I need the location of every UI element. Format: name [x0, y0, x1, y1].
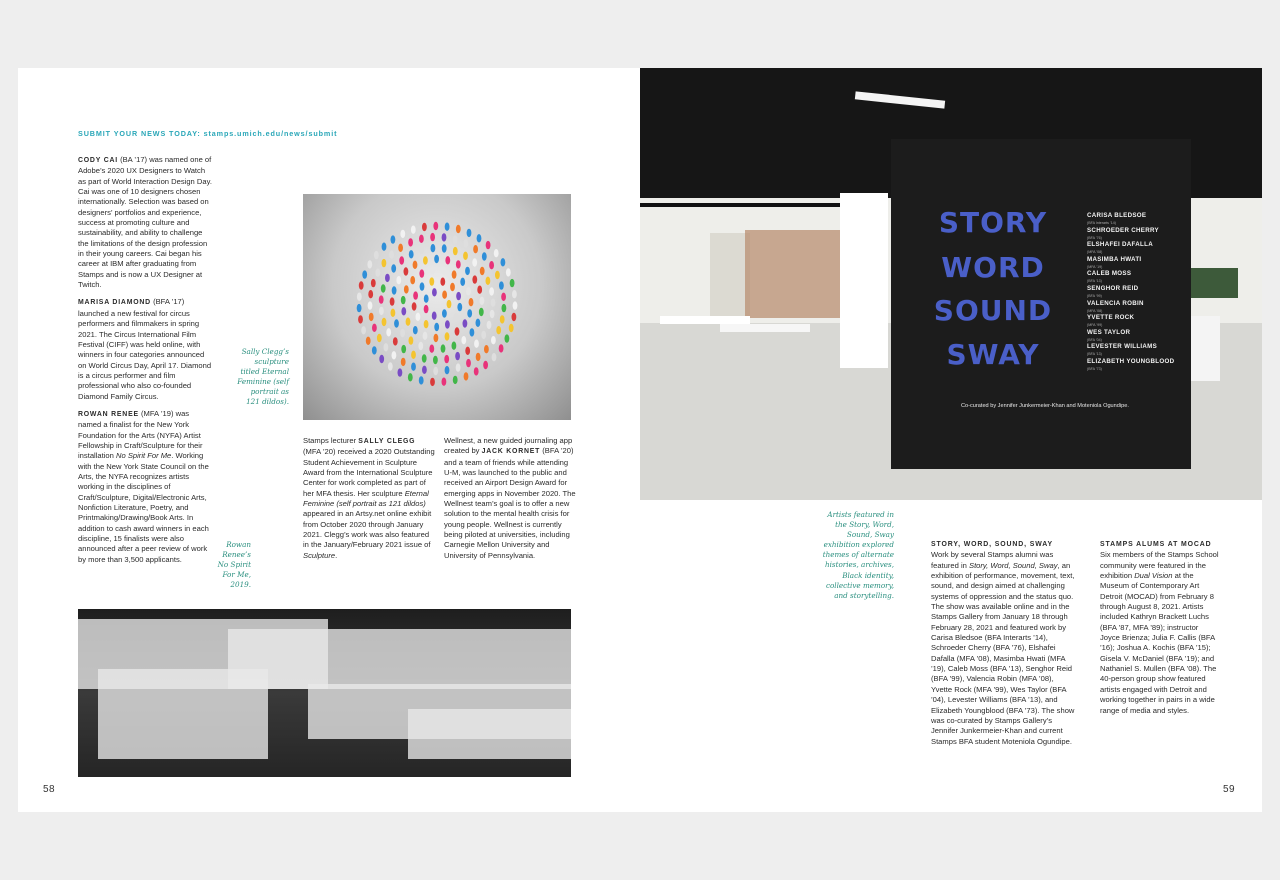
sculpture-piece [357, 293, 362, 301]
article-text: (BFA ’20) and a team of friends while attending U-M, was launched to the public and received an Airport Design Award for emerging apps in November 2020. The Wellnest team’s goal is to offer a new solution to the mental health crisis for young people. Wellnest is currently being piloted at universities, including Carnegie Mellon University and University of Pennsylvania. [444, 446, 576, 560]
sculpture-piece [429, 345, 434, 353]
sculpture-piece [412, 302, 417, 310]
sculpture-piece [430, 266, 435, 274]
sculpture-piece [384, 343, 389, 351]
article-text: (MFA ’20) received a 2020 Outstanding Student Achievement in Sculpture Award from the International Sculpture Center for work completed as part of her MFA thesis. Her sculpture [303, 447, 435, 498]
sculpture-piece [492, 353, 497, 361]
sculpture-piece [465, 267, 470, 275]
sculpture-piece [453, 376, 458, 384]
article-magazine-title: Sculpture [303, 550, 336, 560]
sculpture-piece [444, 355, 449, 363]
sculpture-piece [393, 337, 398, 345]
panel-artist-degree: (MFA ’08) [1087, 308, 1103, 313]
sculpture-piece [398, 368, 403, 376]
sculpture-piece [456, 225, 461, 233]
sculpture-piece [495, 271, 500, 279]
panel-artist-degree: (BFA ’13) [1087, 279, 1102, 284]
sculpture-piece [431, 244, 436, 252]
sculpture-piece [477, 286, 482, 294]
sculpture-piece [357, 304, 362, 312]
sculpture-piece [457, 303, 462, 311]
sculpture-piece [486, 241, 491, 249]
sculpture-piece [463, 239, 468, 247]
sculpture-piece [419, 269, 424, 277]
panel-artist-name: YVETTE ROCK [1087, 314, 1135, 322]
sculpture-piece [509, 324, 514, 332]
article-rowan-renee [78, 409, 214, 565]
sculpture-piece [377, 334, 382, 342]
article-text: (MFA ’19) was named a finalist for the New York Foundation for the Arts (NYFA) Artist Fellowship in Craft/Sculpture for their installation [78, 408, 203, 461]
sculpture-piece [442, 244, 447, 252]
sculpture-piece [490, 310, 495, 318]
magazine-spread [18, 68, 1262, 812]
sculpture-piece [401, 358, 406, 366]
sculpture-piece [379, 307, 384, 315]
sculpture-piece [423, 332, 428, 340]
sculpture-piece [467, 229, 472, 237]
sculpture-piece [433, 222, 438, 230]
news-column-2 [303, 436, 435, 568]
sculpture-piece [394, 319, 399, 327]
sculpture-piece [476, 319, 481, 327]
pedestal [1188, 316, 1220, 381]
article-heading: STAMPS ALUMS AT MOCAD [1100, 541, 1212, 548]
sculpture-piece [499, 281, 504, 289]
article-text: (BFA ’17) launched a new festival for circus performers and filmmakers in spring 2021. The Circus International Film Festival (CIFF) was held online, with winners in four categories announced on World Circus Day, April 17. Diamond is a circus performer and film professional who also co-founded Diamond Family Circus. [78, 297, 212, 401]
submit-news-link[interactable]: stamps.umich.edu/news/submit [203, 129, 338, 138]
sculpture-piece [391, 309, 396, 317]
article-text: appeared in an Artsy.net online exhibit from October 2020 through January 2021. Clegg’s work was also featured in the January/February 2021 issue of [303, 509, 432, 550]
panel-artist-degree: (BFA Interarts ’14) [1087, 221, 1116, 225]
submit-news-kicker [78, 129, 337, 138]
collage-wall [745, 230, 843, 318]
article-text: . [335, 550, 338, 560]
panel-artist-name: LEVESTER WILLIAMS [1087, 343, 1158, 351]
article-name: SALLY CLEGG [358, 438, 416, 445]
sculpture-piece [445, 256, 450, 264]
sculpture-piece [502, 304, 507, 312]
article-jack-kornet [444, 436, 576, 561]
sculpture-piece [441, 344, 446, 352]
panel-credit: Co-curated by Jennifer Junkermeier-Khan and Moteniola Ogundipe. [961, 403, 1129, 409]
sculpture-piece [469, 298, 474, 306]
sculpture-piece [390, 297, 395, 305]
sculpture-piece [419, 376, 424, 384]
article-heading: STORY, WORD, SOUND, SWAY [931, 541, 1054, 548]
sculpture-piece [496, 326, 501, 334]
sculpture-piece [388, 362, 393, 370]
panel-artist-name: VALENCIA ROBIN [1087, 299, 1144, 307]
sculpture-piece [501, 293, 506, 301]
panel-title-line: STORY [938, 206, 1048, 239]
wall-text [710, 233, 750, 318]
sculpture-piece [442, 309, 447, 317]
sculpture-piece [484, 345, 489, 353]
panel-artist-name: CALEB MOSS [1087, 270, 1132, 278]
sculpture-piece [512, 290, 517, 298]
article-stamps-alums-mocad [1100, 540, 1220, 716]
sculpture-piece [359, 281, 364, 289]
sculpture-piece [392, 286, 397, 294]
sculpture-piece [369, 313, 374, 321]
sculpture-piece [432, 312, 437, 320]
sculpture-piece [477, 234, 482, 242]
sculpture-piece [460, 278, 465, 286]
sculpture-piece [420, 282, 425, 290]
sculpture-piece [391, 264, 396, 272]
panel-artist-name: SCHROEDER CHERRY [1087, 226, 1159, 234]
sculpture-piece [456, 260, 461, 268]
sculpture-piece [422, 366, 427, 374]
sculpture-piece [463, 319, 468, 327]
article-text: . Working with the New York State Council on the Arts, the NYFA recognizes artists working in the disciplines of Craft/Sculpture, Digital/Electronic Arts, Nonfiction Literature, Poetry, and Printmaking/Drawing/Book Arts. In addition to cash award winners in each discipline, 15 finalists were also announced after a peer review of work by more than 3,500 applicants. [78, 451, 209, 564]
sculpture-piece [409, 336, 414, 344]
sculpture-piece [408, 238, 413, 246]
sculpture-piece [361, 326, 366, 334]
sculpture-piece [481, 331, 486, 339]
sculpture-piece [434, 323, 439, 331]
panel-title-line: SWAY [946, 338, 1040, 371]
sculpture-piece [434, 334, 439, 342]
sculpture-piece [506, 268, 511, 276]
sculpture-piece [419, 246, 424, 254]
sculpture-piece [491, 299, 496, 307]
sculpture-piece [358, 315, 363, 323]
panel-artist-name: SENGHOR REID [1087, 284, 1139, 292]
article-sally-clegg [303, 436, 435, 561]
sculpture-piece [445, 320, 450, 328]
sculpture-piece [482, 252, 487, 260]
article-cody-cai [78, 155, 214, 290]
sculpture-piece [408, 373, 413, 381]
sculpture-piece [382, 318, 387, 326]
sculpture-piece [406, 318, 411, 326]
panel-title-line: SOUND [933, 294, 1053, 327]
display-table [660, 316, 750, 324]
sculpture-piece [466, 359, 471, 367]
page-number-right: 59 [1223, 784, 1235, 795]
sculpture-piece [476, 353, 481, 361]
sculpture-piece [494, 249, 499, 257]
article-exhibit-title: Dual Vision [1134, 571, 1173, 581]
sculpture-piece [440, 278, 445, 286]
sculpture-piece [472, 275, 477, 283]
sculpture-piece [401, 296, 406, 304]
sculpture-piece [410, 276, 415, 284]
sculpture-piece [487, 321, 492, 329]
article-text: at the Museum of Contemporary Art Detroit (MOCAD) from February 8 through August 8, 2021. Artists included Kathryn Brackett Luchs (BFA ’87, MFA ’89); instructor Joyce Brienza; Julia F. Callis (BFA ’16); Joshua A. Kochis (BFA ’15); Gisela V. McDaniel (BFA ’19); and Nathaniel S. Mullen (BFA ’08). The 40-person group show featured artists engaged with Detroit and working together in pairs in a wide range of media and styles. [1100, 571, 1217, 715]
sculpture-piece [489, 287, 494, 295]
sculpture-piece [472, 258, 477, 266]
article-name: ROWAN RENEE [78, 410, 139, 418]
panel-artist-degree: (BFA ’13) [1087, 352, 1102, 357]
sculpture-piece [422, 354, 427, 362]
sculpture-piece [382, 259, 387, 267]
sculpture-piece [480, 297, 485, 305]
panel-artist-name: CARISA BLEDSOE [1087, 212, 1147, 219]
sculpture-piece [374, 251, 379, 259]
sculpture-piece [424, 305, 429, 313]
sculpture-piece [362, 270, 367, 278]
news-column-1 [78, 155, 214, 572]
sculpture-piece [512, 313, 517, 321]
article-name: CODY CAI [78, 157, 118, 164]
sculpture-piece [404, 285, 409, 293]
sculpture-piece [474, 340, 479, 348]
sculpture-piece [411, 351, 416, 359]
caption-sally-clegg: Sally Clegg’s sculpture titled Eternal Feminine (self portrait as 121 dildos). [237, 347, 289, 407]
sculpture-piece [398, 244, 403, 252]
article-marisa-diamond [78, 297, 214, 401]
panel-artist-degree: (BFA ’73) [1087, 366, 1102, 371]
article-work-title: Eternal Feminine (self portrait as 121 dildos) [303, 488, 429, 509]
sculpture-piece [456, 292, 461, 300]
panel-artist-degree: (MFA ’19) [1087, 264, 1103, 269]
sculpture-piece [392, 351, 397, 359]
sculpture-piece [379, 295, 384, 303]
sculpture-piece [441, 267, 446, 275]
sculpture-piece [453, 247, 458, 255]
sculpture-piece [461, 336, 466, 344]
sculpture-illustration [303, 194, 571, 420]
sculpture-piece [400, 329, 405, 337]
sculpture-piece [453, 235, 458, 243]
sculpture-piece [467, 309, 472, 317]
sculpture-piece [479, 308, 484, 316]
panel-artist-name: MASIMBA HWATI [1087, 255, 1142, 263]
sculpture-piece [418, 342, 423, 350]
exhibit-title-panel [891, 139, 1191, 469]
sculpture-piece [434, 255, 439, 263]
sculpture-piece [445, 332, 450, 340]
sculpture-piece [409, 250, 414, 258]
article-work-title: No Spirit For Me [116, 451, 172, 461]
sculpture-piece [453, 313, 458, 321]
fabric-panel [228, 629, 571, 689]
panel-artist-list [1087, 212, 1187, 373]
sculpture-piece [489, 261, 494, 269]
sculpture-piece [404, 267, 409, 275]
sculpture-piece [413, 291, 418, 299]
sculpture-piece [372, 324, 377, 332]
sculpture-piece [372, 346, 377, 354]
installation-illustration [78, 609, 571, 777]
sculpture-piece [424, 320, 429, 328]
sculpture-piece [399, 256, 404, 264]
sculpture-piece [445, 366, 450, 374]
article-name: MARISA DIAMOND [78, 299, 151, 307]
sculpture-piece [442, 291, 447, 299]
panel-artist-name: ELIZABETH YOUNGBLOOD [1087, 357, 1175, 365]
sculpture-piece [379, 355, 384, 363]
news-column-3 [444, 436, 576, 568]
article-text: (BA ’17) was named one of Adobe’s 2020 UX Designers to Watch as part of World Interaction Design Day. Cai was one of 10 designers chosen internationally. Selection was based on designers’ portfolios and experience, success at promoting culture and sustainability, and ability to challenge the limitations of the design profession in their young careers. Cai began his career at IBM after graduating from Stamps and is now a UX Designer at Twitch. [78, 155, 212, 290]
sculpture-piece [424, 295, 429, 303]
sculpture-piece [474, 367, 479, 375]
sculpture-piece [500, 315, 505, 323]
sculpture-piece [499, 344, 504, 352]
sculpture-piece [422, 223, 427, 231]
sculpture-piece [466, 287, 471, 295]
sculpture-piece [430, 378, 435, 386]
sculpture-piece [366, 337, 371, 345]
sculpture-piece [375, 269, 380, 277]
fabric-panel [408, 709, 571, 759]
sculpture-piece [455, 352, 460, 360]
fabric-panel [98, 669, 268, 759]
sculpture-piece [442, 233, 447, 241]
sculpture-piece [382, 243, 387, 251]
sculpture-piece [430, 233, 435, 241]
sculpture-piece [433, 356, 438, 364]
page-left [18, 68, 640, 812]
article-text: Wellnest, a new guided journaling app created by [444, 436, 573, 456]
article-text: , an exhibition of performance, movement, text, sound, and design aimed at challenging systems of oppression and the status quo. The show was available online and in the Stamps Gallery from January 18 through February 28, 2021 and featured work by Carisa Bledsoe (BFA Interarts ’14), Schroeder Cherry (BFA ’76), Elshafei Dafalla (MFA ’08), Masimba Hwati (MFA ’19), Caleb Moss (BFA ’13), Senghor Reid (BFA ’99), Valencia Robin (MFA ’08), Yvette Rock (MFA ’99), Wes Taylor (BFA ’04), Levester Williams (BFA ’13), and Elizabeth Youngblood (BFA ’73). The show was co-curated by Stamps Gallery’s Jennifer Junkermeier-Khan and current Stamps BFA student Moteniola Ogundipe. [931, 560, 1075, 746]
sculpture-piece [367, 260, 372, 268]
panel-artist-name: ELSHAFEI DAFALLA [1087, 241, 1153, 249]
panel-title-line: WORD [941, 251, 1045, 284]
sculpture-piece [368, 290, 373, 298]
pillar [840, 193, 888, 368]
sculpture-piece [391, 235, 396, 243]
sculpture-piece [389, 251, 394, 259]
sculpture-piece [480, 267, 485, 275]
sculpture-piece [470, 328, 475, 336]
sculpture-piece [401, 345, 406, 353]
sculpture-piece [465, 347, 470, 355]
sculpture-piece [385, 274, 390, 282]
caption-rowan-renee: Rowan Renee’s No Spirit For Me, 2019. [217, 540, 251, 590]
panel-artist-name: WES TAYLOR [1087, 328, 1131, 336]
sculpture-piece [411, 226, 416, 234]
sculpture-piece [486, 277, 491, 285]
sculpture-piece [445, 223, 450, 231]
sculpture-piece [483, 361, 488, 369]
sculpture-piece [513, 301, 518, 309]
sculpture-piece [464, 372, 469, 380]
caption-story-word-sound-sway: Artists featured in the Story, Word, Sound, Sway exhibition explored themes of alternate histories, archives, Black identity, collective memory, and storytelling. [822, 510, 894, 600]
panel-artist-degree: (BFA ’76) [1087, 235, 1102, 240]
sculpture-piece [510, 279, 515, 287]
sculpture-piece [400, 230, 405, 238]
sculpture-piece [413, 261, 418, 269]
sculpture-piece [452, 342, 457, 350]
article-name: JACK KORNET [481, 448, 541, 456]
panel-artist-degree: (MFA ’99) [1087, 323, 1103, 328]
sculpture-piece [368, 301, 373, 309]
kicker-label: SUBMIT YOUR NEWS TODAY: [78, 129, 201, 138]
track-light [640, 203, 840, 207]
sculpture-piece [447, 300, 452, 308]
news-column-5 [1100, 540, 1220, 723]
sculpture-piece [432, 288, 437, 296]
panel-artist-degree: (BFA ’04) [1087, 337, 1102, 342]
article-text: Six members of the Stamps School community were featured in the exhibition [1100, 550, 1219, 581]
sculpture-piece [473, 245, 478, 253]
sculpture-piece [429, 277, 434, 285]
sculpture-piece [413, 326, 418, 334]
photo-rowan-renee-installation [78, 609, 571, 777]
sculpture-piece [452, 270, 457, 278]
display-table [720, 324, 810, 332]
photo-sally-clegg-sculpture [303, 194, 571, 420]
sculpture-piece [456, 363, 461, 371]
sculpture-piece [463, 252, 468, 260]
sculpture-piece [455, 327, 460, 335]
article-text: Work by several Stamps alumni was featured in [931, 550, 1054, 570]
panel-artist-degree: (BFA ’99) [1087, 293, 1102, 298]
sculpture-piece [371, 279, 376, 287]
page-number-left: 58 [43, 784, 55, 795]
news-column-4 [931, 540, 1076, 754]
sculpture-piece [396, 276, 401, 284]
sculpture-piece [416, 313, 421, 321]
article-story-word-sound-sway [931, 540, 1076, 747]
panel-artist-degree: (MFA ’08) [1087, 250, 1103, 255]
video-screen [1188, 268, 1238, 298]
sculpture-piece [491, 336, 496, 344]
article-text: Stamps lecturer [303, 436, 359, 445]
sculpture-piece [411, 363, 416, 371]
sculpture-piece [433, 367, 438, 375]
sculpture-piece [381, 284, 386, 292]
sculpture-piece [386, 328, 391, 336]
sculpture-piece [505, 334, 510, 342]
sculpture-piece [419, 235, 424, 243]
article-exhibit-title: Story, Word, Sound, Sway [969, 560, 1058, 570]
sculpture-piece [442, 378, 447, 386]
sculpture-piece [423, 256, 428, 264]
sculpture-piece [401, 307, 406, 315]
sculpture-piece [450, 283, 455, 291]
sculpture-piece [501, 258, 506, 266]
